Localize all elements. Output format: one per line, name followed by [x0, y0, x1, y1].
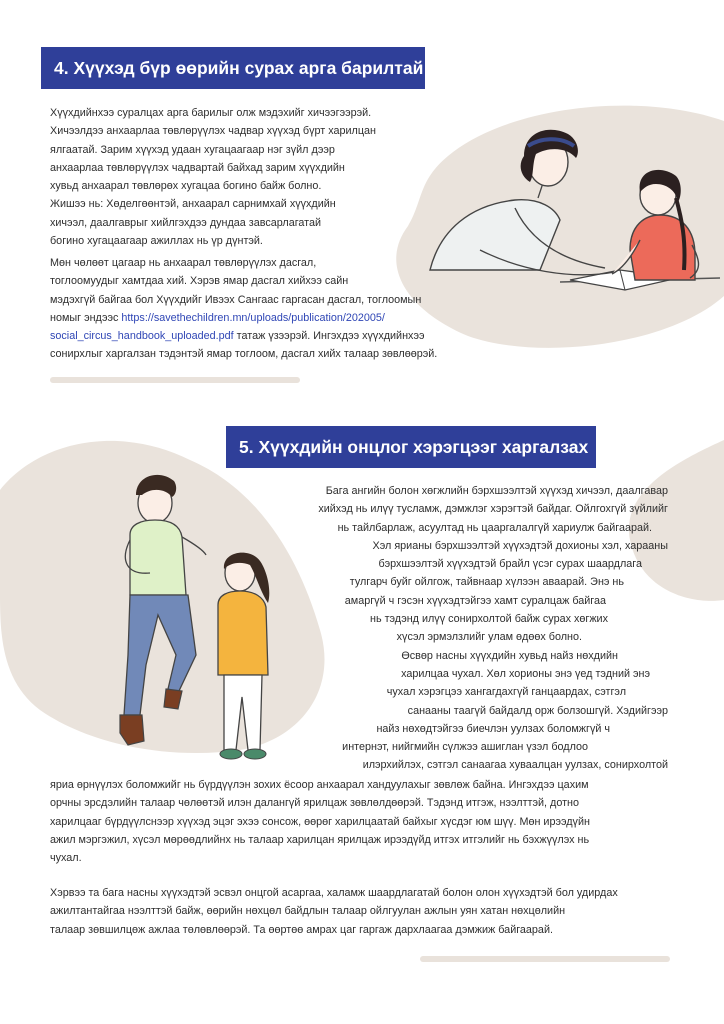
text-line: чухал.	[50, 852, 82, 865]
text-line: талаар зөвшилцөж ажлаа төлөвлөөрэй. Та өөртөө амрах цаг гаргаж дархлаагаа дэмжиж байгаарай.	[50, 923, 553, 936]
text-line: хүсэл эрмэлзлийг улам өдөөх болно.	[396, 631, 582, 644]
text-line: ажил мэргэжил, хүсэл мөрөөдлийнх нь талаар харилцан ярилцаж ирээдүйд итгэх итгэлийг нь бэхжүүлэх нь	[50, 833, 590, 846]
divider	[50, 377, 300, 383]
text-line: харилцааг бүрдүүлснээр хүүхэд эцэг эхээ сонсож, өөрөг харилцаатай байхыг хүсдэг юм шүү. Мөн ирээдүйн	[50, 815, 590, 828]
text-line	[50, 327, 437, 345]
text-line: Бага ангийн болон хөгжлийн бэрхшээлтэй хүүхэд хичээл, даалгавар	[325, 485, 668, 497]
divider	[420, 956, 670, 962]
link-prefix: номыг эндээс	[50, 311, 122, 324]
link-suffix: татаж үзээрэй. Ингэхдээ хүүхдийнхээ	[233, 330, 425, 343]
text-line: ажилтантайгаа нээлттэй байж, өөрийн нөхцөл байдлын талаар ойлгуулан ажлын уян хатан нөхцөлийн	[50, 905, 566, 918]
text-line: хувьд анхаарал төвлөрөх хугацаа богино байж болно.	[50, 180, 322, 193]
publication-link[interactable]: https://savethechildren.mn/uploads/publication/202005/	[121, 311, 385, 324]
text-line: орчны эрсдэлийн талаар чөлөөтэй илэн далангүй ярилцаж зөвлөлдөөрэй. Тэдэнд итгэж, нээлттэй, дотно	[50, 797, 580, 810]
text-line: ялгаатай. Зарим хүүхэд удаан хугацаагаар нэг зүйл дээр	[50, 143, 335, 156]
text-line: богино хугацаагаар ажиллах нь үр дүнтэй.	[50, 235, 263, 248]
section-5-final-paragraph	[50, 884, 618, 939]
text-line: илэрхийлэх, сэтгэл санаагаа хуваалцан уулзах, сонирхолтой	[362, 759, 668, 772]
section-5-full-width-text	[50, 776, 590, 867]
text-line: чухал хэрэгцээ хангагдахгүй ганцаардах, сэтгэл	[386, 686, 626, 699]
text-line: сонирхлыг харгалзан тэдэнтэй ямар тоглоом, дасгал хийх талаар зөвлөөрэй.	[50, 348, 438, 361]
text-line: мэдэхгүй байгаа бол Хүүхдийг Ивээх Сангаас гаргасан дасгал, тоглоомын	[50, 293, 422, 306]
text-line: Хичээлдээ анхаарлаа төвлөрүүлэх чадвар хүүхэд бүрт харилцан	[50, 125, 376, 138]
section-4-heading: 4. Хүүхэд бүр өөрийн сурах арга барилтай	[41, 47, 425, 89]
mother-daughter-studying-illustration	[420, 120, 720, 300]
text-line: бэрхшээлтэй хүүхэдтэй брайл үсэг сурах шаардлага	[378, 558, 642, 571]
text-line: нь тайлбарлаж, асуултад нь цааргалалгүй хариулж байгаарай.	[337, 521, 652, 534]
section-4-paragraph-2	[50, 254, 437, 364]
text-line: санааны таагүй байдалд орж болзошгүй. Хэдийгээр	[407, 704, 668, 717]
text-line: интернэт, нийгмийн сүлжээ ашиглан үзэл бодлоо	[342, 741, 588, 754]
section-5-wrapped-text	[318, 482, 668, 775]
text-line: Жишээ нь: Хөделгөөнтэй, анхаарал сарнимхай хүүхдийн	[50, 198, 336, 211]
text-line: харилцаа чухал. Хөл хорионы энэ үед тэдний энэ	[401, 667, 650, 680]
section-5-heading: 5. Хүүхдийн онцлог хэрэгцээг харгалзах	[226, 426, 596, 468]
text-line: нь тэдэнд илүү сонирхолтой байж сурах хөгжих	[369, 613, 608, 626]
text-line: яриа өрнүүлэх боломжийг нь бүрдүүлэн зохих ёсоор анхаарал хандуулахыг зөвлөж байна. Ингэхдээ цахим	[50, 779, 589, 791]
text-line: найз нөхөдтэйгээ биечлэн уулзах боломжгүй ч	[376, 722, 610, 735]
text-line: амаргүй ч гэсэн хүүхэдтэйгээ хамт суралцаж байгаа	[344, 594, 606, 607]
text-line: Мөн чөлөөт цагаар нь анхаарал төвлөрүүлэх дасгал,	[50, 257, 317, 269]
text-line	[50, 309, 437, 327]
text-line: Хэрвээ та бага насны хүүхэдтэй эсвэл онцгой асаргаа, халамж шаардлагатай болон олон хүүхэдтэй бол удирдах	[50, 887, 618, 899]
publication-link-continued[interactable]: social_circus_handbook_uploaded.pdf	[50, 330, 234, 343]
text-line: анхаарлаа төвлөрүүлэх чадвартай байхад зарим хүүхдийн	[50, 161, 345, 174]
text-line: Хэл ярианы бэрхшээлтэй хүүхэдтэй дохионы хэл, харааны	[372, 539, 668, 552]
text-line: хийхэд нь илүү тусламж, дэмжлэг хэрэгтэй байдаг. Ойлгохгүй зүйлийг	[318, 503, 668, 516]
text-line: хичээл, даалгаврыг хийлгэхдээ дундаа завсарлагатай	[50, 216, 322, 229]
text-line: Хүүхдийнхээ суралцах арга барилыг олж мэдэхийг хичээгээрэй.	[50, 107, 372, 119]
text-line: тулгарч буйг ойлгож, тайвнаар хүлээн аваарай. Энэ нь	[349, 576, 624, 589]
father-daughter-illustration	[100, 465, 290, 765]
section-4-paragraph-1	[50, 104, 376, 250]
text-line: тоглоомуудыг хамтдаа хий. Хэрэв ямар дасгал хийхээ сайн	[50, 275, 349, 288]
text-line: Өсвөр насны хүүхдийн хувьд найз нөхдийн	[401, 649, 618, 662]
